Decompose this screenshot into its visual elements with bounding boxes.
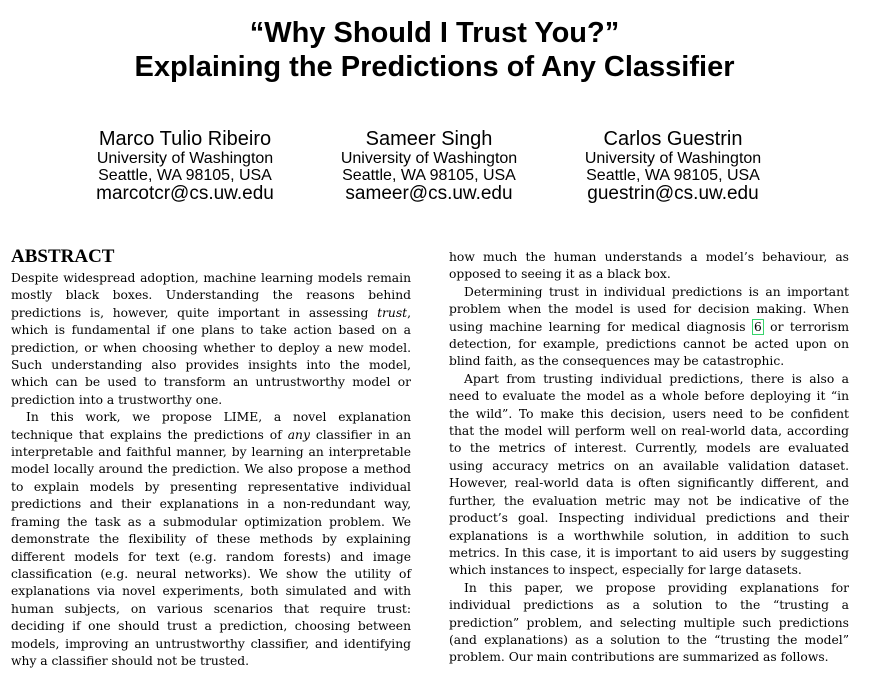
intro-paragraph-1: how much the human understands a model’s behaviour, as opposed to seeing it as a black box. [449, 250, 849, 282]
abstract-paragraph-1: Despite widespread adoption, machine learning models remain mostly black boxes. Understanding the reasons behind predictions is, however, quite important in assessing trust, which is fundamental if one plans to take action based on a prediction, or when choosing whether to deploy a new model. Such understanding also provides insights into the model, which can be used to transform an untrustworthy model or prediction into a trustworthy one. [11, 271, 411, 407]
citation-link[interactable]: 6 [753, 319, 762, 334]
author-affiliation: University of Washington [340, 150, 518, 167]
right-column [449, 249, 849, 667]
author-address: Seattle, WA 98105, USA [342, 167, 516, 184]
abstract-paragraph-2: In this work, we propose LIME, a novel explanation technique that explains the predictions of any classifier in an interpretable and faithful manner, by learning an interpretable model locally around the prediction. We also propose a method to explain models by presenting representative individual predictions and their explanations in a non-redundant way, framing the task as a submodular optimization problem. We demonstrate the flexibility of these methods by explaining different models for text (e.g. random forests) and image classification (e.g. neural networks). We show the utility of explanations via novel experiments, both simulated and with human subjects, on various scenarios that require trust: deciding if one should trust a prediction, choosing between models, improving an untrustworthy classifier, and identifying why a classifier should not be trusted. [11, 410, 411, 668]
paper-title [0, 16, 869, 84]
author-affiliation: University of Washington [584, 150, 762, 167]
title-line-1: “Why Should I Trust You?” [249, 17, 620, 49]
title-line-2: Explaining the Predictions of Any Classifier [134, 51, 735, 83]
intro-paragraph-4: In this paper, we propose providing explanations for individual predictions as a solution to the “trusting a prediction” problem, and selecting multiple such predictions (and explanations) as a solution to the “trusting the model” problem. Our main contributions are summarized as follows. [449, 580, 849, 665]
author-address: Seattle, WA 98105, USA [98, 167, 272, 184]
author-1 [65, 128, 305, 204]
left-column [11, 244, 411, 670]
intro-paragraph-3: Apart from trusting individual predictions, there is also a need to evaluate the model as a whole before deploying it “in the wild”. To make this decision, users need to be confident that the model will perform well on real-world data, according to the metrics of interest. Currently, models are evaluated using accuracy metrics on an available validation dataset. However, real-world data is often significantly different, and further, the evaluation metric may not be indicative of the product’s goal. Inspecting individual predictions and their explanations is a worthwhile solution, in addition to such metrics. In this case, it is important to aid users by suggesting which instances to inspect, especially for large datasets. [449, 371, 849, 578]
emphasis-any: any [287, 427, 310, 442]
author-name: Marco Tulio Ribeiro [98, 128, 272, 150]
author-block [0, 128, 869, 208]
author-address: Seattle, WA 98105, USA [586, 167, 760, 184]
intro-paragraph-2: Determining trust in individual predictions is an important problem when the model is used for decision making. When using machine learning for medical diagnosis 6 or terrorism detection, for example, predictions cannot be acted upon on blind faith, as the consequences may be catastrophic. [449, 284, 849, 369]
author-3 [553, 128, 793, 204]
author-email[interactable]: marcotcr@cs.uw.edu [96, 183, 274, 204]
abstract-heading: ABSTRACT [11, 246, 115, 267]
author-email[interactable]: guestrin@cs.uw.edu [587, 183, 759, 204]
author-name: Carlos Guestrin [603, 128, 743, 150]
author-name: Sameer Singh [365, 128, 493, 150]
author-affiliation: University of Washington [96, 150, 274, 167]
author-email[interactable]: sameer@cs.uw.edu [345, 183, 513, 204]
emphasis-trust: trust [377, 305, 408, 320]
author-2 [309, 128, 549, 204]
